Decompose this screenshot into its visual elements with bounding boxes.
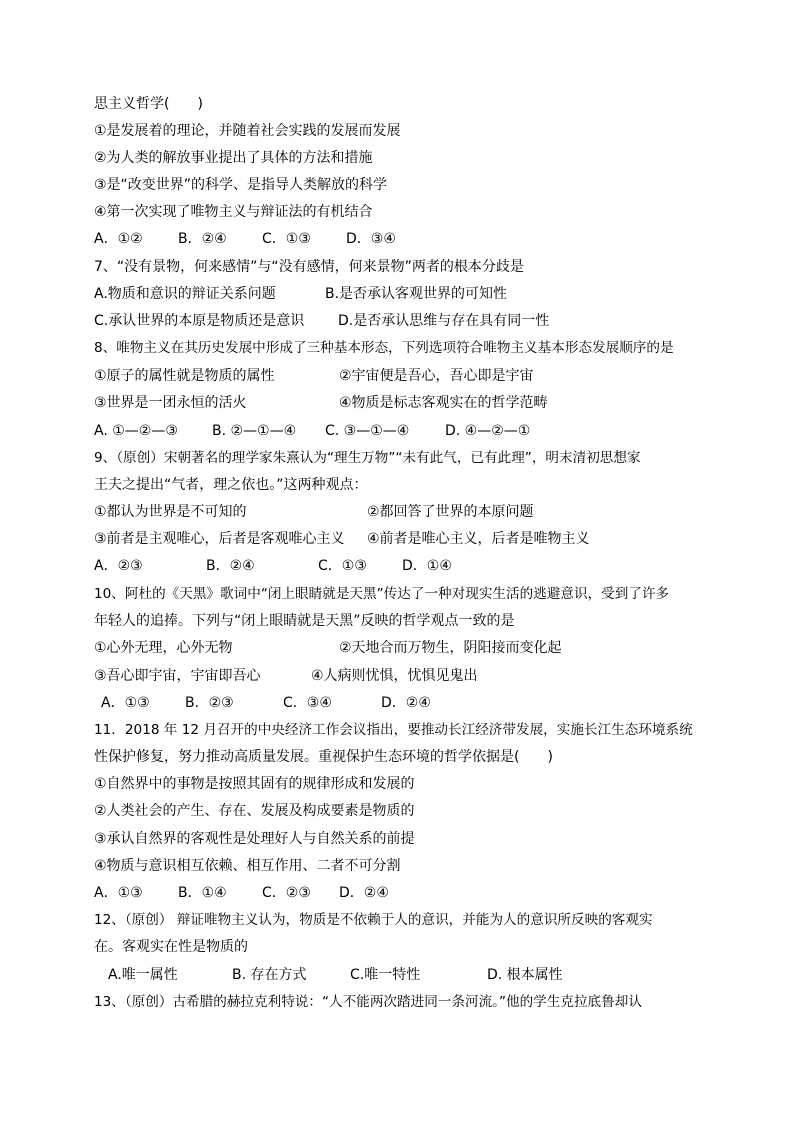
q9-option-a: A．②③ <box>94 558 143 574</box>
q9-stem-line-1: 9、（原创）宋朝著名的理学家朱熹认为“理生万物”“未有此气，已有此理”，明末清初思想家 <box>94 450 641 466</box>
q6-item-2: ②为人类的解放事业提出了具体的方法和措施 <box>94 150 373 166</box>
q6-option-c: C．①③ <box>262 231 311 247</box>
q9-item-3: ③前者是主观唯心，后者是客观唯心主义 <box>94 531 345 547</box>
q10-option-c: C．③④ <box>283 695 332 711</box>
q11-stem-line-2: 性保护修复，努力推动高质量发展。重视保护生态环境的哲学依据是( ) <box>94 749 553 765</box>
q7-option-b: B.是否承认客观世界的可知性 <box>325 286 508 302</box>
q8-option-c: C. ③—①—④ <box>325 423 410 439</box>
q10-option-a: A．①③ <box>101 695 150 711</box>
q9-option-c: C．①③ <box>318 558 367 574</box>
q11-item-4: ④物质与意识相互依赖、相互作用、二者不可分割 <box>94 858 401 874</box>
q12-stem-line-1: 12、（原创） 辩证唯物主义认为，物质是不依赖于人的意识，并能为人的意识所反映的客观实 <box>94 912 653 928</box>
q6-item-4: ④第一次实现了唯物主义与辩证法的有机结合 <box>94 204 373 220</box>
q10-item-2: ②天地合而万物生，阴阳接而变化起 <box>339 640 562 656</box>
q9-option-b: B．②④ <box>206 558 255 574</box>
q8-option-a: A. ①—②—③ <box>94 423 178 439</box>
q8-item-4: ④物质是标志客观实在的哲学范畴 <box>339 395 548 411</box>
q7-option-a: A.物质和意识的辩证关系问题 <box>94 286 276 302</box>
q11-option-d: D．②④ <box>339 885 389 901</box>
q8-option-b: B. ②—①—④ <box>212 423 297 439</box>
q6-item-3: ③是“改变世界”的科学、是指导人类解放的科学 <box>94 177 388 193</box>
q10-stem-line-2: 年轻人的追捧。下列与“闭上眼睛就是天黑”反映的哲学观点一致的是 <box>94 613 515 629</box>
q11-item-2: ②人类社会的产生、存在、发展及构成要素是物质的 <box>94 803 415 819</box>
q12-option-a: A.唯一属性 <box>108 967 178 983</box>
q11-option-c: C．②③ <box>262 885 311 901</box>
q10-item-1: ①心外无理，心外无物 <box>94 640 233 656</box>
q12-option-b: B. 存在方式 <box>232 967 307 983</box>
q8-stem: 8、唯物主义在其历史发展中形成了三种基本形态，下列选项符合唯物主义基本形态发展顺序的是 <box>94 340 674 356</box>
q11-stem-line-1: 11．2018 年 12 月召开的中央经济工作会议指出，要推动长江经济带发展，实施长江生态环境系统 <box>94 722 693 738</box>
q12-option-c: C.唯一特性 <box>350 967 421 983</box>
q12-stem-line-2: 在。客观实在性是物质的 <box>94 939 248 955</box>
q6-option-d: D．③④ <box>346 231 396 247</box>
q6-stem-tail: 思主义哲学( ) <box>94 96 203 112</box>
q8-item-2: ②宇宙便是吾心，吾心即是宇宙 <box>339 368 534 384</box>
q7-stem: 7、“没有景物，何来感情”与“没有感情，何来景物”两者的根本分歧是 <box>94 259 524 275</box>
q10-stem-line-1: 10、阿杜的《天黑》歌词中“闭上眼睛就是天黑”传达了一种对现实生活的逃避意识，受到了许多 <box>94 586 670 602</box>
q8-option-d: D. ④—②—① <box>445 423 531 439</box>
q9-item-1: ①都认为世界是不可知的 <box>94 504 247 520</box>
q9-option-d: D．①④ <box>402 558 452 574</box>
q11-option-b: B．①④ <box>178 885 227 901</box>
q7-option-d: D.是否承认思维与存在具有同一性 <box>338 313 550 329</box>
q6-option-b: B．②④ <box>178 231 227 247</box>
q8-item-3: ③世界是一团永恒的活火 <box>94 395 247 411</box>
q8-item-1: ①原子的属性就是物质的属性 <box>94 368 275 384</box>
q11-item-3: ③承认自然界的客观性是处理好人与自然关系的前提 <box>94 831 415 847</box>
q12-option-d: D. 根本属性 <box>487 967 563 983</box>
q11-option-a: A．①③ <box>94 885 143 901</box>
q9-item-4: ④前者是唯心主义，后者是唯物主义 <box>367 531 590 547</box>
q9-stem-line-2: 王夫之提出“气者，理之依也。”这两种观点： <box>94 477 368 493</box>
q9-item-2: ②都回答了世界的本原问题 <box>367 504 534 520</box>
q11-item-1: ①自然界中的事物是按照其固有的规律形成和发展的 <box>94 776 415 792</box>
q6-option-a: A．①② <box>94 231 143 247</box>
q10-item-3: ③吾心即宇宙，宇宙即吾心 <box>94 668 261 684</box>
q10-option-d: D．②④ <box>381 695 431 711</box>
q10-item-4: ④人病则忧惧，忧惧见鬼出 <box>311 668 478 684</box>
q13-stem-line-1: 13、（原创）古希腊的赫拉克利特说：“人不能两次踏进同一条河流。”他的学生克拉底鲁却认 <box>94 994 642 1010</box>
q10-option-b: B．②③ <box>185 695 234 711</box>
q7-option-c: C.承认世界的本原是物质还是意识 <box>94 313 305 329</box>
q6-item-1: ①是发展着的理论，并随着社会实践的发展而发展 <box>94 123 401 139</box>
